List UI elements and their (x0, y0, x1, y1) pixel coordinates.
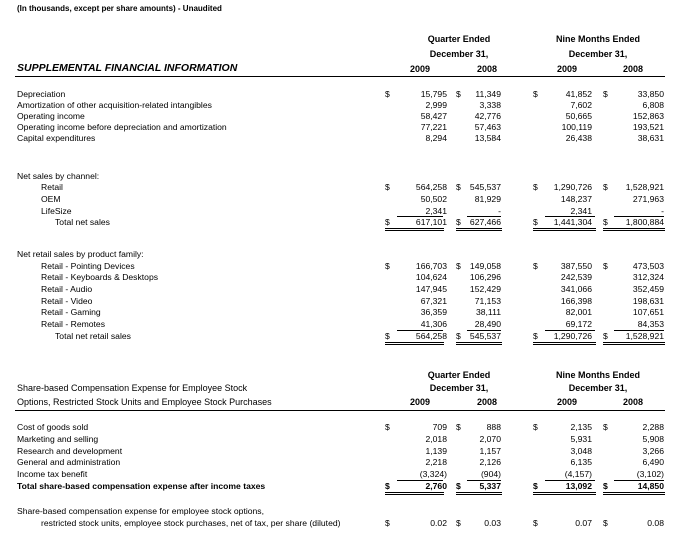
per-share-row: restricted stock units, employee stock purchases, net of tax, per share (diluted) $ 0.02 $ 0.03 $ 0.07 $ 0.08 (41, 518, 664, 528)
col-header-2008b: 2008 (622, 64, 644, 74)
row-label: OEM (41, 194, 61, 204)
section-heading: Net sales by channel: (17, 171, 100, 181)
row-label: Retail (41, 182, 63, 192)
row-label: Total net retail sales (55, 331, 131, 341)
table-row: Retail - Pointing Devices $ 166,703 $ 149,058 $ 387,550 $ 473,503 (41, 261, 664, 271)
total-double-rule (385, 342, 444, 345)
total-double-rule (456, 228, 502, 231)
row-label: Capital expenditures (17, 133, 96, 143)
cell-value: 33,850 (637, 89, 664, 99)
table-row: Retail - Gaming 36,359 38,111 82,001 107,651 (41, 307, 664, 317)
total-row: Total net retail sales $ 564,258 $ 545,537 $ 1,290,726 $ 1,528,921 (55, 331, 664, 341)
quarter-ended-date: December 31, (429, 49, 489, 59)
row-label: Retail - Pointing Devices (41, 261, 135, 271)
row-label: Retail - Remotes (41, 319, 105, 329)
row-label: General and administration (17, 457, 121, 467)
quarter-ended-header: Quarter Ended (427, 34, 491, 44)
section-title: SUPPLEMENTAL FINANCIAL INFORMATION (17, 62, 238, 74)
row-label: Depreciation (17, 89, 66, 99)
total-double-rule (603, 228, 665, 231)
row-label: Retail - Audio (41, 284, 93, 294)
col-header-2009b: 2009 (556, 397, 578, 407)
quarter-ended-header-2: Quarter Ended (427, 370, 491, 380)
cell-value: 15,795 (420, 89, 447, 99)
table-row: OEM 50,502 81,929 148,237 271,963 (41, 194, 664, 204)
row-label: restricted stock units, employee stock purchases, net of tax, per share (diluted) (41, 518, 341, 528)
row-label: LifeSize (41, 206, 72, 216)
per-share-label-line1: Share-based compensation expense for employee stock options, (17, 506, 264, 516)
total-row: Total net sales $ 617,101 $ 627,466 $ 1,441,304 $ 1,800,884 (55, 217, 664, 227)
nine-months-header-2: Nine Months Ended (556, 370, 640, 380)
table-row: General and administration 2,218 2,126 6,135 6,490 (17, 457, 664, 467)
table-row: Retail - Keyboards & Desktops 104,624 106,296 242,539 312,324 (41, 272, 664, 282)
total-double-rule (603, 342, 665, 345)
row-label: Total share-based compensation expense after income taxes (17, 481, 266, 491)
total-double-rule (456, 342, 502, 345)
row-label: Amortization of other acquisition-related intangibles (17, 100, 212, 110)
col-header-2008b: 2008 (622, 397, 644, 407)
total-double-rule (533, 342, 596, 345)
total-double-rule (385, 492, 444, 495)
row-label: Retail - Keyboards & Desktops (41, 272, 159, 282)
section-heading: Net retail sales by product family: (17, 249, 144, 259)
table-row: Cost of goods sold $ 709 $ 888 $ 2,135 $ 2,288 (17, 422, 664, 432)
table-row: Depreciation $ 15,795 $ 11,349 $ 41,852 $ 33,850 (17, 89, 664, 99)
table-row: Operating income before depreciation and amortization 77,221 57,463 100,119 193,521 (17, 122, 664, 132)
cell-value: 41,852 (565, 89, 592, 99)
row-label: Cost of goods sold (17, 422, 89, 432)
row-label: Income tax benefit (17, 469, 88, 479)
table-row: Retail - Audio 147,945 152,429 341,066 352,459 (41, 284, 664, 294)
col-header-2009: 2009 (409, 397, 431, 407)
row-label: Operating income (17, 111, 85, 121)
table-row: Income tax benefit (3,324) (904) (4,157) (3,102) (17, 469, 664, 479)
table-row: Marketing and selling 2,018 2,070 5,931 5,908 (17, 434, 664, 444)
nine-months-date: December 31, (568, 49, 628, 59)
row-label: Total net sales (55, 217, 110, 227)
section2-title-line1: Share-based Compensation Expense for Employee Stock (17, 383, 248, 393)
section2-title-line2: Options, Restricted Stock Units and Employee Stock Purchases (17, 397, 272, 407)
total-double-rule (385, 228, 444, 231)
nine-months-date-2: December 31, (568, 383, 628, 393)
table-row: Operating income 58,427 42,776 50,665 152,863 (17, 111, 664, 121)
row-label: Retail - Gaming (41, 307, 101, 317)
header-rule (15, 76, 665, 77)
total-double-rule (533, 228, 596, 231)
table-row: Retail - Remotes 41,306 28,490 69,172 84,353 (41, 319, 664, 329)
total-double-rule (456, 492, 502, 495)
row-label: Operating income before depreciation and amortization (17, 122, 227, 132)
row-label: Research and development (17, 446, 123, 456)
col-header-2009: 2009 (409, 64, 431, 74)
cell-value: 11,349 (475, 89, 501, 99)
table-row: Retail $ 564,258 $ 545,537 $ 1,290,726 $ 1,528,921 (41, 182, 664, 192)
table-row: Amortization of other acquisition-related intangibles 2,999 3,338 7,602 6,808 (17, 100, 664, 110)
col-header-2008: 2008 (476, 64, 498, 74)
col-header-2009b: 2009 (556, 64, 578, 74)
table-row: Capital expenditures 8,294 13,584 26,438 38,631 (17, 133, 664, 143)
total-double-rule (603, 492, 665, 495)
table-row: Retail - Video 67,321 71,153 166,398 198,631 (41, 296, 664, 306)
row-label: Retail - Video (41, 296, 93, 306)
quarter-ended-date-2: December 31, (429, 383, 489, 393)
col-header-2008: 2008 (476, 397, 498, 407)
table-row: Research and development 1,139 1,157 3,048 3,266 (17, 446, 664, 456)
total-row: Total share-based compensation expense after income taxes $ 2,760 $ 5,337 $ 13,092 $ 14,850 (17, 481, 664, 491)
units-note: (In thousands, except per share amounts) - Unaudited (17, 4, 222, 13)
total-double-rule (533, 492, 596, 495)
row-label: Marketing and selling (17, 434, 99, 444)
table-row: LifeSize 2,341 - 2,341 - (41, 206, 664, 216)
nine-months-header: Nine Months Ended (556, 34, 640, 44)
header-rule (15, 410, 665, 411)
